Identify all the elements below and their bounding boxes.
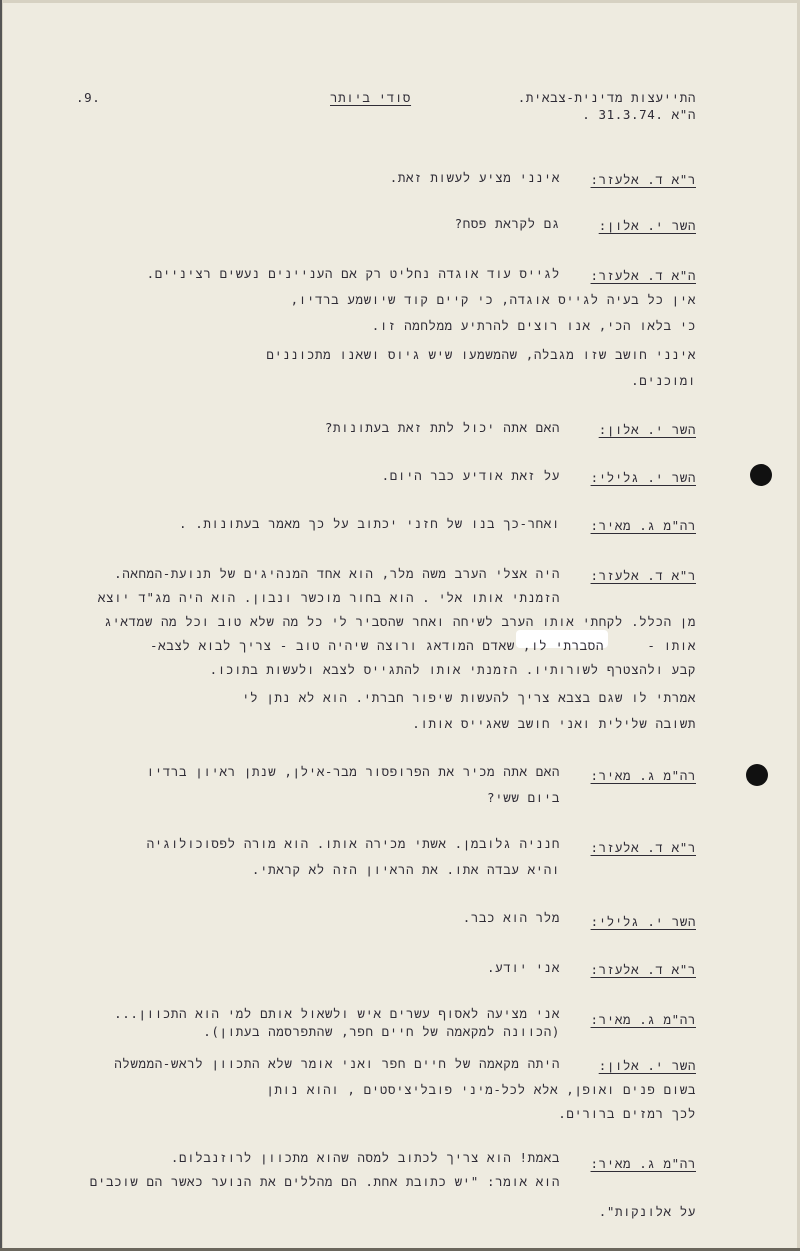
speech-line: והיא עבדה אתו. את הראיון הזה לא קראתי. [251, 862, 560, 877]
page-number: .9. [76, 90, 101, 105]
speech-line: ומוכנים. [631, 373, 696, 388]
speaker-label: השר י. אלון: [598, 1058, 696, 1073]
speaker-label: ר"א ד. אלעזר: [590, 172, 696, 187]
speech-line: לגייס עוד אוגדה נחליט רק אם העניינים נעשים רציניים. [146, 266, 560, 281]
speaker-label: השר י. אלון: [598, 422, 696, 437]
speech-line: היתה מקאמה של חיים חפר ואני אומר שלא התכוון לראש-הממשלה [114, 1056, 560, 1071]
speech-line: חנניה גלובמן. אשתי מכירה אותו. הוא מורה לפסוכולוגיה [146, 836, 560, 851]
speaker-label: ר"א ד. אלעזר: [590, 568, 696, 583]
speaker-label: רה"מ ג. מאיר: [590, 1012, 696, 1027]
speech-line: האם אתה יכול לתת זאת בעתונות? [324, 420, 560, 435]
speech-line: תשובה שלילית ואני חושב שאגייס אותו. [412, 716, 696, 731]
speech-line: אינני חושב שזו מגבלה, שהמשמעו שיש גיוס ושאנו מתכוננים [266, 347, 696, 362]
speech-line: קבע ולהצטרף לשורותיו. הזמנתי אותו להתגייס לצבא ולעשות בתוכו. [209, 662, 696, 677]
speech-line: אני יודע. [487, 960, 560, 975]
speech-line: הסברתי לו, שאדם המודאג ורוצה שיהיה טוב - צריך לבוא לצבא- [150, 638, 604, 653]
header-date: ה"א .31.3.74 . [582, 107, 696, 122]
speech-line: בשום פנים ואופן, אלא לכל-מיני פובליציסטים , והוא נותן [266, 1082, 696, 1097]
punch-hole [750, 464, 772, 486]
speech-line: היה אצלי הערב משה מלר, הוא אחד המנהיגים של תנועת-המחאה. [114, 566, 560, 581]
classification-title: סודי ביותר [330, 90, 412, 105]
speaker-label: רה"מ ג. מאיר: [590, 1156, 696, 1171]
speaker-label: ה"א ד. אלעזר: [590, 268, 696, 283]
header-subject: התייעצות מדינית-צבאית. [517, 90, 696, 105]
speech-line: אמרתי לו שגם בצבא צריך להעשות שיפור חברתי. הוא לא נתן לי [242, 690, 696, 705]
speech-line: ביום ששי? [487, 790, 560, 805]
speech-line: הזמנתי אותו אלי . הוא בחור מוכשר ונבון. הוא היה מג"ד יוצא [97, 590, 560, 605]
speech-line: אין כל בעיה לגייס אוגדה, כי קיים קוד שיושמע ברדיו, [290, 292, 696, 307]
speech-line: ואחר-כך בנו של חזני יכתוב על כך מאמר בעתונות. . [178, 516, 560, 531]
speech-line: מן הכלל. לקחתי אותו הערב לשיחה ואחר שהסביר לי כל מה שלא טוב וכל מה שמדאיג [104, 614, 696, 629]
speaker-label: ר"א ד. אלעזר: [590, 840, 696, 855]
speaker-label: השר י. אלון: [598, 218, 696, 233]
speech-line: כי בלאו הכי, אנו רוצים להרתיע ממלחמה זו. [371, 318, 696, 333]
speaker-label: השר י. גלילי: [590, 914, 696, 929]
speaker-label: רה"מ ג. מאיר: [590, 768, 696, 783]
speech-line: באמת! הוא צריך לכתוב למסה שהוא מתכוון לרוזנבלום. [170, 1150, 560, 1165]
speaker-label: השר י. גלילי: [590, 470, 696, 485]
speech-line: הוא אומר: "יש כתובת אחת. הם מהללים את הנוער כאשר הם שוכבים [89, 1174, 560, 1189]
speech-line: האם אתה מכיר את הפרופסור מבר-אילן, שנתן ראיון ברדיו [146, 764, 560, 779]
speaker-label: ר"א ד. אלעזר: [590, 962, 696, 977]
speech-line: אני מציעה לאסוף עשרים איש ולשאול אותם למי הוא התכוון... [114, 1006, 560, 1021]
speech-line: על זאת אודיע כבר היום. [381, 468, 560, 483]
speech-line: אותו - [647, 638, 696, 653]
speech-line: גם לקראת פסח? [454, 216, 560, 231]
speech-line: על אלונקות". [598, 1204, 696, 1219]
speech-line: מלר הוא כבר. [462, 910, 560, 925]
speech-line: לכך רמזים ברורים. [558, 1106, 696, 1121]
speech-line: (הכוונה למקאמה של חיים חפר, שהתפרסמה בעתון). [203, 1024, 560, 1039]
speech-line: אינני מציע לעשות זאת. [389, 170, 560, 185]
punch-hole [746, 764, 768, 786]
speaker-label: רה"מ ג. מאיר: [590, 518, 696, 533]
page-edge [0, 0, 2, 1251]
